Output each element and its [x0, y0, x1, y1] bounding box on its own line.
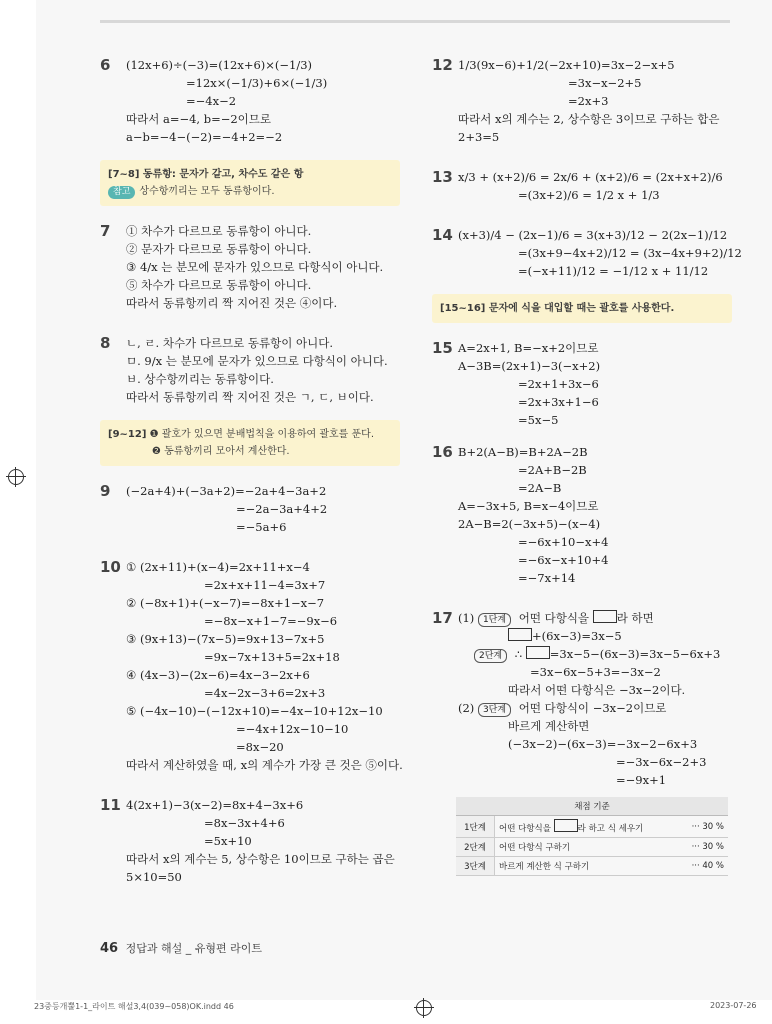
problem-number: 16: [432, 443, 453, 461]
problem-number: 14: [432, 226, 453, 244]
blank-box: [593, 610, 617, 623]
solution-line: (−2a+4)+(−3a+2)=−2a+4−3a+2: [126, 484, 327, 498]
solution-line: 2A−B=2(−3x+5)−(x−4): [458, 517, 601, 531]
top-divider: [100, 20, 730, 23]
solution-line: [458, 699, 732, 717]
solution-line: =−7x+14: [518, 571, 576, 585]
note-tag: 참고: [108, 186, 135, 199]
problem-number: 8: [100, 334, 111, 352]
step-badge: 3단계: [478, 703, 511, 717]
blank-box: [554, 819, 578, 832]
solution-line: 4(2x+1)−3(x−2)=8x+4−3x+6: [126, 798, 304, 812]
solution-line: 따라서 동류항끼리 짝 지어진 것은 ㄱ, ㄷ, ㅂ이다.: [126, 390, 374, 404]
solution-line: =3x−6x−5+3=−3x−2: [530, 665, 661, 679]
problem-6: [100, 56, 400, 146]
solution-line: =−8x−x+1−7=−9x−6: [204, 614, 338, 628]
solution-line: ② 문자가 다르므로 동류항이 아니다.: [126, 242, 312, 256]
solution-line: ① (2x+11)+(x−4)=2x+11+x−4: [126, 560, 310, 574]
solution-line: =2A+B−2B: [518, 463, 587, 477]
solution-line: =2x+x+11−4=3x+7: [204, 578, 326, 592]
table-cell: ··· 40 %: [680, 857, 728, 876]
tip-heading: [9~12]: [108, 429, 147, 440]
tip-heading: [15~16] 문자에 식을 대입할 때는 괄호를 사용한다.: [440, 303, 675, 314]
table-cell: 1단계: [456, 816, 495, 838]
right-column: [432, 56, 742, 876]
tip-box-15-16: [432, 294, 732, 323]
problem-17: [432, 609, 732, 876]
table-cell: ··· 30 %: [680, 838, 728, 857]
solution-line: 따라서 x의 계수는 2, 상수항은 3이므로 구하는 합은: [458, 112, 720, 126]
problem-12: [432, 56, 732, 146]
table-cell: 어떤 다항식 구하기: [495, 838, 681, 857]
solution-line: =−4x+12x−10−10: [236, 722, 349, 736]
solution-line: ⑤ 차수가 다르므로 동류항이 아니다.: [126, 278, 312, 292]
problem-9: [100, 482, 400, 536]
solution-line: =(3x+2)/6 = 1/2 x + 1/3: [518, 188, 660, 202]
solution-line: 2+3=5: [458, 130, 500, 144]
tip-text: ❶ 괄호가 있으면 분배법칙을 이용하여 괄호를 푼다.: [149, 429, 375, 440]
solution-line: 따라서 어떤 다항식은 −3x−2이다.: [508, 683, 686, 697]
table-row: [456, 838, 728, 857]
problem-number: 9: [100, 482, 111, 500]
registration-mark-icon: [416, 1000, 432, 1016]
solution-line: =2x+3: [568, 94, 609, 108]
solution-line: =−3x−6x−2+3: [616, 755, 707, 769]
solution-line: [458, 645, 732, 663]
part-label: (1): [458, 611, 475, 625]
page-footer: [100, 940, 262, 956]
solution-line: =−2a−3a+4+2: [236, 502, 328, 516]
tip-box-9-12: [100, 420, 400, 466]
solution-line: A=−3x+5, B=x−4이므로: [458, 499, 599, 513]
problem-11: [100, 796, 400, 886]
solution-line: =−5a+6: [236, 520, 287, 534]
solution-line: ㄴ, ㄹ. 차수가 다르므로 동류항이 아니다.: [126, 336, 333, 350]
table-cell: 어떤 다항식을 라 하고 식 세우기: [495, 816, 681, 838]
blank-box: [526, 646, 550, 659]
blank-box: [508, 628, 532, 641]
solution-line: ③ (9x+13)−(7x−5)=9x+13−7x+5: [126, 632, 325, 646]
solution-line: a−b=−4−(−2)=−4+2=−2: [126, 130, 283, 144]
tip-text: ❷ 동류항끼리 모아서 계산한다.: [152, 446, 290, 457]
solution-line: =3x−x−2+5: [568, 76, 642, 90]
problem-number: 7: [100, 222, 111, 240]
solution-line: =−6x−x+10+4: [518, 553, 609, 567]
solution-line: =9x−7x+13+5=2x+18: [204, 650, 340, 664]
solution-line: =2A−B: [518, 481, 562, 495]
text: 어떤 다항식이 −3x−2이므로: [518, 701, 667, 715]
solution-line: (x+3)/4 − (2x−1)/6 = 3(x+3)/12 − 2(2x−1)/12: [458, 228, 728, 242]
solution-line: 5×10=50: [126, 870, 182, 884]
problem-number: 10: [100, 558, 121, 576]
problem-number: 6: [100, 56, 111, 74]
print-date: 2023-07-26: [710, 1001, 757, 1010]
text: +(6x−3)=3x−5: [532, 629, 622, 643]
table-row: [456, 816, 728, 838]
solution-line: =2x+3x+1−6: [518, 395, 599, 409]
solution-line: =5x+10: [204, 834, 252, 848]
solution-line: 따라서 동류항끼리 짝 지어진 것은 ④이다.: [126, 296, 338, 310]
solution-line: x/3 + (x+2)/6 = 2x/6 + (x+2)/6 = (2x+x+2)/6: [458, 170, 723, 184]
left-column: [100, 56, 403, 886]
solution-line: 따라서 계산하였을 때, x의 계수가 가장 큰 것은 ⑤이다.: [126, 758, 403, 772]
solution-line: ⑤ (−4x−10)−(−12x+10)=−4x−10+12x−10: [126, 704, 383, 718]
solution-line: A=2x+1, B=−x+2이므로: [458, 341, 599, 355]
part-label: (2): [458, 701, 475, 715]
solution-line: B+2(A−B)=B+2A−2B: [458, 445, 588, 459]
problem-number: 11: [100, 796, 121, 814]
problem-number: 15: [432, 339, 453, 357]
solution-line: ③ 4/x 는 분모에 문자가 있으므로 다항식이 아니다.: [126, 260, 384, 274]
table-cell: 2단계: [456, 838, 495, 857]
problem-number: 17: [432, 609, 453, 627]
solution-line: =−9x+1: [616, 773, 667, 787]
problem-number: 12: [432, 56, 453, 74]
registration-mark-icon: [8, 469, 24, 485]
table-row: [456, 857, 728, 876]
solution-line: (12x+6)÷(−3)=(12x+6)×(−1/3): [126, 58, 313, 72]
tip-heading: [7~8] 동류항: 문자가 같고, 차수도 같은 항: [108, 169, 304, 180]
solution-line: (−3x−2)−(6x−3)=−3x−2−6x+3: [508, 737, 698, 751]
solution-line: ① 차수가 다르므로 동류항이 아니다.: [126, 224, 312, 238]
solution-line: ㅁ. 9/x 는 분모에 문자가 있으므로 다항식이 아니다.: [126, 354, 388, 368]
step-badge: 2단계: [474, 649, 507, 663]
tip-box-7-8: [100, 160, 400, 206]
solution-line: 바르게 계산하면: [508, 719, 590, 733]
solution-line: =−4x−2: [186, 94, 237, 108]
table-header: 채점 기준: [456, 797, 728, 816]
problem-7: [100, 222, 400, 312]
print-file-info: 23중등개뿔1-1_라이트 해설3,4(039~058)OK.indd 46: [34, 1002, 234, 1011]
text: 라 하면: [616, 611, 654, 625]
solution-line: =8x−3x+4+6: [204, 816, 285, 830]
solution-line: [458, 627, 732, 645]
solution-line: A−3B=(2x+1)−3(−x+2): [458, 359, 601, 373]
solution-line: =(3x+9−4x+2)/12 = (3x−4x+9+2)/12: [518, 246, 742, 260]
solution-line: [458, 609, 732, 627]
footer-title: 정답과 해설 _ 유형편 라이트: [125, 942, 262, 955]
problem-13: [432, 168, 732, 204]
text: ∴: [514, 647, 523, 661]
step-badge: 1단계: [478, 613, 511, 627]
problem-16: [432, 443, 732, 587]
solution-line: =−6x+10−x+4: [518, 535, 609, 549]
problem-14: [432, 226, 742, 280]
solution-line: ② (−8x+1)+(−x−7)=−8x+1−x−7: [126, 596, 325, 610]
solution-line: =4x−2x−3+6=2x+3: [204, 686, 326, 700]
problem-10: [100, 558, 403, 774]
solution-line: 따라서 x의 계수는 5, 상수항은 10이므로 구하는 곱은: [126, 852, 395, 866]
table-cell: 바르게 계산한 식 구하기: [495, 857, 681, 876]
problem-8: [100, 334, 400, 406]
table-cell: 3단계: [456, 857, 495, 876]
solution-line: 따라서 a=−4, b=−2이므로: [126, 112, 272, 126]
table-cell: ··· 30 %: [680, 816, 728, 838]
text: 어떤 다항식을: [518, 611, 590, 625]
solution-line: 1/3(9x−6)+1/2(−2x+10)=3x−2−x+5: [458, 58, 675, 72]
problem-15: [432, 339, 732, 429]
solution-line: =2x+1+3x−6: [518, 377, 599, 391]
solution-line: =8x−20: [236, 740, 284, 754]
solution-line: =12x×(−1/3)+6×(−1/3): [186, 76, 328, 90]
tip-text: 상수항끼리는 모두 동류항이다.: [139, 186, 275, 197]
page-number: 46: [100, 941, 119, 956]
scoring-table: [456, 797, 728, 876]
solution-line: =5x−5: [518, 413, 559, 427]
problem-number: 13: [432, 168, 453, 186]
solution-line: =(−x+11)/12 = −1/12 x + 11/12: [518, 264, 709, 278]
text: =3x−5−(6x−3)=3x−5−6x+3: [549, 647, 721, 661]
solution-line: ④ (4x−3)−(2x−6)=4x−3−2x+6: [126, 668, 310, 682]
solution-line: ㅂ. 상수항끼리는 동류항이다.: [126, 372, 274, 386]
